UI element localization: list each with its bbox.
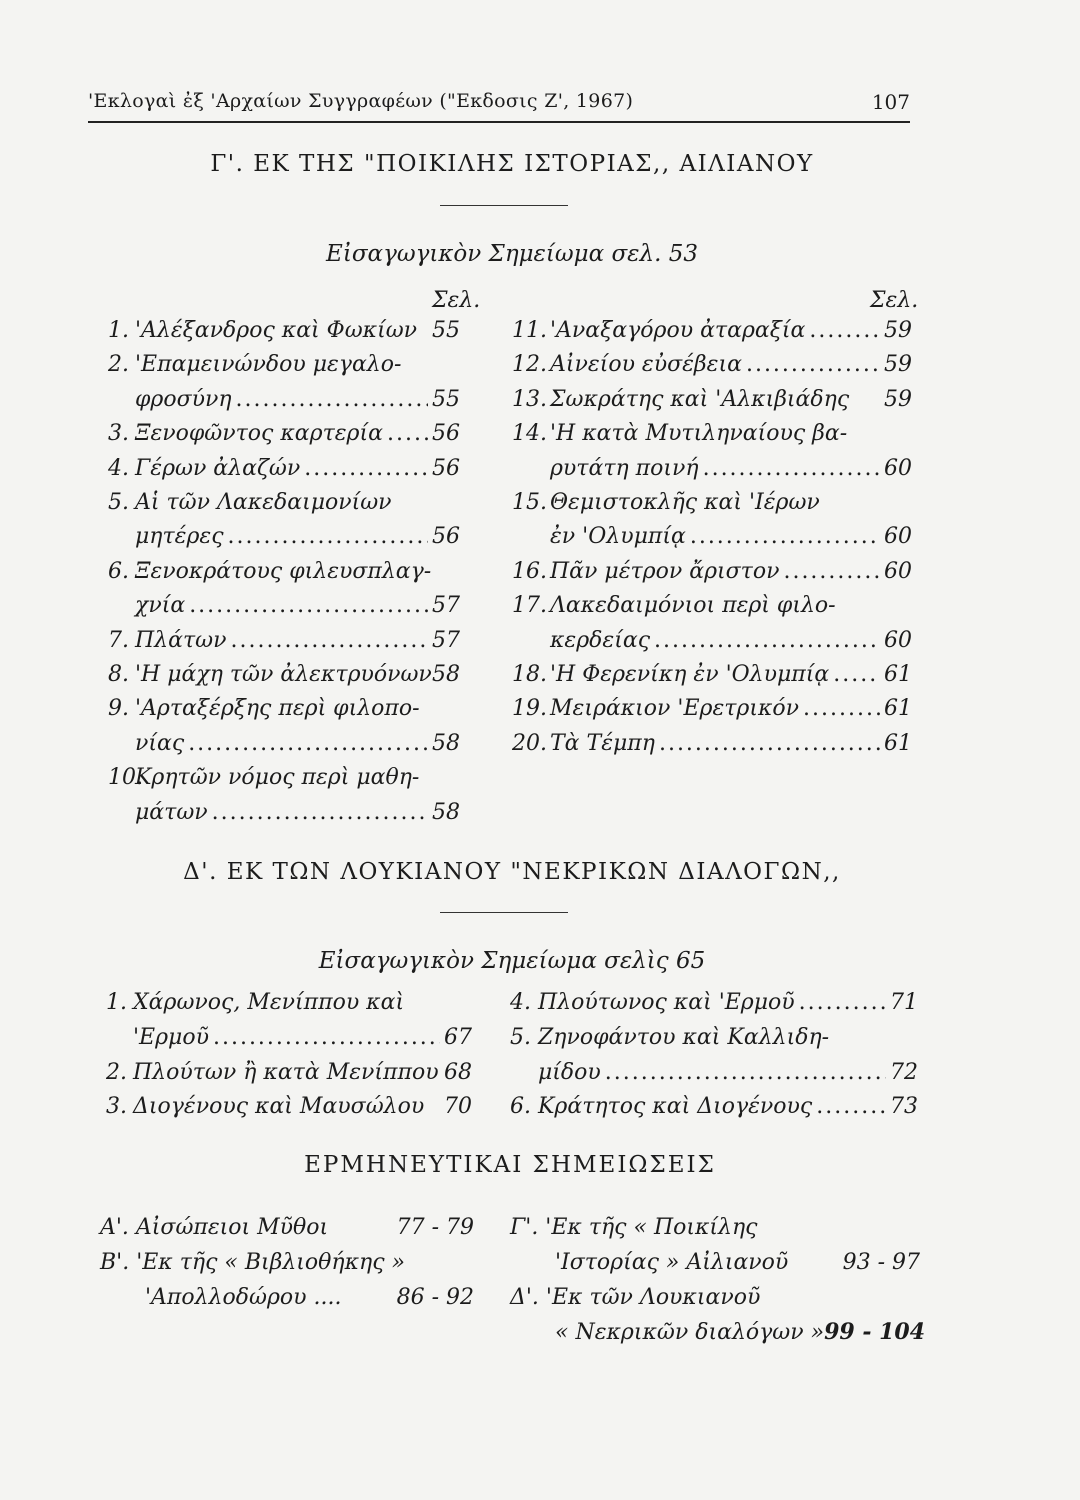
note-title: 'Ιστορίας » Αἰλιανοῦ — [555, 1250, 789, 1275]
section-d-title: Δ'. ΕΚ ΤΩΝ ΛΟΥΚΙΑΝΟΥ "ΝΕΚΡΙΚΩΝ ΔΙΑΛΟΓΩΝ,, — [183, 859, 841, 885]
entry-title: Ζηνοφάντου καὶ Καλλιδη- — [538, 1024, 830, 1050]
entry-title: Αἰνείου εὐσέβεια — [550, 352, 742, 378]
entry-number: 13. — [512, 386, 547, 412]
entry-title: Αἱ τῶν Λακεδαιμονίων — [135, 490, 392, 515]
entry-number: 2. — [106, 1059, 127, 1085]
entry-title: 'Αναξαγόρου ἀταραξία — [550, 318, 806, 343]
entry-number: 3. — [106, 1094, 127, 1120]
entry-number: 8. — [108, 662, 129, 687]
dot-leader — [746, 348, 880, 382]
dot-leader — [703, 452, 880, 486]
entry-number: 14. — [512, 421, 547, 447]
note-entry — [510, 1280, 926, 1350]
entry-title: Πλούτωνος καὶ 'Ερμοῦ — [538, 990, 795, 1015]
note-entry — [100, 1245, 474, 1315]
note-entry — [100, 1210, 474, 1245]
section-c-right-col-label: Σελ. — [870, 288, 919, 313]
toc-entry — [106, 1056, 472, 1091]
entry-number: 19. — [512, 696, 547, 722]
entry-number: 7. — [108, 627, 129, 653]
entry-page: 73 — [890, 1094, 918, 1120]
entry-page: 55 — [432, 318, 460, 343]
toc-entry — [512, 314, 912, 348]
toc-entry — [512, 486, 912, 555]
toc-entry — [108, 761, 460, 830]
entry-title: μάτων — [135, 799, 208, 825]
toc-entry — [510, 1090, 918, 1125]
entry-number: 15. — [512, 490, 547, 515]
notes-title: ΕΡΜΗΝΕΥΤΙΚΑΙ ΣΗΜΕΙΩΣΕΙΣ — [304, 1152, 716, 1178]
entry-title: 'Η Φερενίκη ἐν 'Ολυμπίᾳ — [550, 662, 830, 687]
toc-entry — [108, 555, 460, 624]
note-pages: 93 - 97 — [842, 1250, 920, 1275]
entry-title: 'Η μάχη τῶν ἀλεκτρυόνων — [135, 662, 432, 687]
running-title: 'Εκλογαὶ ἐξ 'Αρχαίων Συγγραφέων ("Εκδοσις Ζ', 1967) — [88, 90, 634, 112]
entry-page: 58 — [432, 730, 460, 756]
toc-entry — [106, 1090, 472, 1125]
toc-entry — [510, 986, 918, 1021]
entry-page: 57 — [432, 593, 460, 619]
dot-leader — [228, 520, 428, 554]
dot-leader — [213, 1021, 440, 1056]
entry-number: 1. — [108, 318, 129, 343]
entry-page: 60 — [884, 558, 912, 584]
entry-number: 11. — [512, 318, 547, 343]
section-c-rule — [440, 205, 568, 206]
entry-number: 6. — [108, 558, 129, 584]
entry-number: 1. — [106, 990, 127, 1015]
dot-leader — [605, 1056, 886, 1091]
entry-title: Ξενοκράτους φιλευσπλαγ- — [135, 558, 432, 584]
section-c-intro: Εἰσαγωγικὸν Σημείωμα σελ. 53 — [326, 241, 698, 267]
dot-leader — [212, 796, 428, 830]
note-title: « Νεκρικῶν διαλόγων » — [555, 1320, 825, 1345]
note-title: Δ'. 'Εκ τῶν Λουκιανοῦ — [510, 1285, 761, 1310]
note-pages: 86 - 92 — [396, 1285, 474, 1310]
toc-entry — [512, 692, 912, 726]
entry-title: Κράτητος καὶ Διογένους — [538, 1094, 813, 1120]
entry-page: 56 — [432, 455, 460, 481]
entry-title: Πλάτων — [135, 627, 227, 653]
toc-entry — [512, 555, 912, 589]
note-title: Β'. 'Εκ τῆς « Βιβλιοθήκης » — [100, 1250, 405, 1275]
entry-number: 4. — [510, 990, 531, 1015]
dot-leader — [236, 383, 428, 417]
dot-leader — [783, 555, 880, 589]
entry-title: νίας — [135, 730, 185, 756]
section-d-intro: Εἰσαγωγικὸν Σημείωμα σελὶς 65 — [318, 948, 706, 974]
dot-leader — [816, 1090, 886, 1125]
entry-page: 56 — [432, 421, 460, 447]
entry-title: Ξενοφῶντος καρτερία — [135, 421, 383, 447]
dot-leader — [799, 986, 886, 1021]
entry-number: 18. — [512, 662, 547, 687]
toc-entry — [512, 383, 912, 417]
entry-title: χνία — [135, 593, 186, 619]
dot-leader — [809, 314, 880, 348]
entry-page: 67 — [444, 1024, 472, 1050]
entry-page: 61 — [884, 696, 912, 722]
dot-leader — [659, 727, 880, 761]
toc-entry — [108, 624, 460, 658]
entry-page: 55 — [432, 386, 460, 412]
entry-title: Λακεδαιμόνιοι περὶ φιλο- — [550, 593, 836, 619]
entry-page: 59 — [884, 318, 912, 343]
entry-number: 2. — [108, 352, 129, 378]
entry-title: 'Η κατὰ Μυτιληναίους βα- — [550, 421, 848, 447]
toc-entry — [512, 589, 912, 658]
dot-leader — [833, 658, 880, 692]
note-title: Α'. Αἰσώπειοι Μῦθοι — [100, 1215, 329, 1240]
entry-title: μητέρες — [135, 524, 224, 550]
entry-number: 6. — [510, 1094, 531, 1120]
entry-number: 12. — [512, 352, 547, 378]
entry-page: 70 — [444, 1094, 472, 1120]
entry-page: 58 — [432, 662, 460, 687]
dot-leader — [654, 624, 880, 658]
entry-page: 61 — [884, 730, 912, 756]
page-number: 107 — [871, 90, 910, 114]
toc-entry — [106, 986, 472, 1056]
dot-leader — [230, 624, 428, 658]
entry-title: ἐν 'Ολυμπίᾳ — [550, 524, 686, 550]
note-title: Γ'. 'Εκ τῆς « Ποικίλης — [510, 1215, 758, 1240]
entry-title: Σωκράτης καὶ 'Αλκιβιάδης — [550, 386, 850, 412]
entry-number: 5. — [510, 1024, 531, 1050]
entry-title: Γέρων ἀλαζών — [135, 455, 301, 481]
note-pages: 99 - 104 — [824, 1319, 926, 1345]
entry-page: 59 — [884, 386, 912, 412]
entry-title: Πλούτων ἢ κατὰ Μενίππου — [133, 1059, 439, 1085]
entry-number: 16. — [512, 558, 547, 584]
entry-title: Χάρωνος, Μενίππου καὶ — [133, 990, 405, 1015]
entry-title: κερδείας — [550, 627, 651, 653]
toc-entry — [108, 452, 460, 486]
entry-number: 4. — [108, 455, 129, 481]
entry-page: 57 — [432, 627, 460, 653]
toc-entry — [510, 1021, 918, 1091]
toc-entry — [512, 727, 912, 761]
entry-title: 'Επαμεινώνδου μεγαλο- — [135, 352, 402, 378]
dot-leader — [387, 417, 428, 451]
dot-leader — [304, 452, 428, 486]
entry-title: Τὰ Τέμπη — [550, 730, 655, 756]
entry-number: 9. — [108, 696, 129, 722]
entry-title: 'Αλέξανδρος καὶ Φωκίων — [135, 318, 418, 343]
toc-entry — [108, 692, 460, 761]
entry-title: Διογένους καὶ Μαυσώλου — [133, 1094, 425, 1120]
entry-title: 'Ερμοῦ — [133, 1024, 209, 1050]
toc-entry — [108, 486, 460, 555]
entry-title: 'Αρταξέρξης περὶ φιλοπο- — [135, 696, 420, 722]
note-title: 'Απολλοδώρου .... — [145, 1285, 342, 1310]
entry-title: ρυτάτη ποινή — [550, 455, 699, 481]
entry-page: 68 — [444, 1059, 472, 1085]
toc-entry — [108, 348, 460, 417]
toc-entry — [512, 658, 912, 692]
entry-page: 60 — [884, 627, 912, 653]
entry-number: 3. — [108, 421, 129, 447]
toc-entry — [108, 658, 460, 692]
section-c-left-col-label: Σελ. — [432, 288, 481, 313]
entry-title: μίδου — [538, 1059, 601, 1085]
entry-number: 10. — [108, 765, 143, 791]
entry-page: 72 — [890, 1059, 918, 1085]
entry-number: 17. — [512, 593, 547, 619]
toc-entry — [512, 348, 912, 382]
entry-page: 60 — [884, 524, 912, 550]
entry-title: Πᾶν μέτρον ἄριστον — [550, 558, 780, 584]
entry-page: 59 — [884, 352, 912, 378]
dot-leader — [189, 589, 428, 623]
entry-page: 58 — [432, 799, 460, 825]
entry-number: 5. — [108, 490, 129, 515]
entry-title: Μειράκιον 'Ερετρικόν — [550, 696, 800, 722]
entry-page: 61 — [884, 662, 912, 687]
note-entry — [510, 1210, 920, 1280]
entry-page: 71 — [890, 990, 918, 1015]
section-c-title: Γ'. ΕΚ ΤΗΣ "ΠΟΙΚΙΛΗΣ ΙΣΤΟΡΙΑΣ,, ΑΙΛΙΑΝΟΥ — [210, 151, 814, 177]
toc-entry — [108, 417, 460, 451]
dot-leader — [803, 692, 880, 726]
entry-title: Κρητῶν νόμος περὶ μαθη- — [135, 765, 420, 791]
entry-number: 20. — [512, 730, 547, 756]
entry-title: Θεμιστοκλῆς καὶ 'Ιέρων — [550, 490, 820, 515]
section-d-rule — [440, 912, 568, 913]
entry-page: 56 — [432, 524, 460, 550]
toc-entry — [108, 314, 460, 348]
note-pages: 77 - 79 — [396, 1215, 474, 1240]
header-rule — [88, 121, 910, 123]
dot-leader — [188, 727, 428, 761]
entry-page: 60 — [884, 455, 912, 481]
dot-leader — [690, 520, 880, 554]
entry-title: φροσύνη — [135, 386, 232, 412]
toc-entry — [512, 417, 912, 486]
